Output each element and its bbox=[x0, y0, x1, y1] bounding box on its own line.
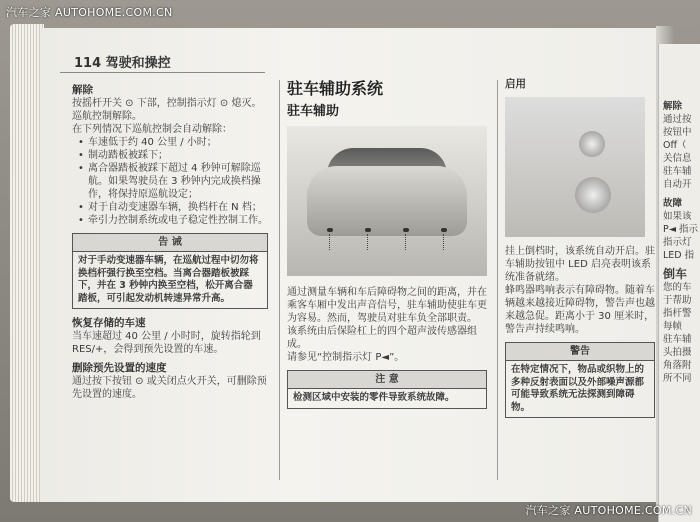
list-item: • 牵引力控制系统或电子稳定性控制工作。 bbox=[82, 214, 268, 227]
caution-text: 对于手动变速器车辆，在巡航过程中切勿将换档杆强行换至空档。当离合器踏板被踩下，并在 3 秒钟内换至空档，松开离合器踏板，可引起发动机转速异常升高。 bbox=[78, 255, 259, 304]
middle-column bbox=[287, 79, 487, 415]
note-text: 检测区域中安装的零件导致系统故障。 bbox=[293, 392, 455, 403]
car-body bbox=[307, 166, 467, 236]
column-divider bbox=[497, 80, 498, 480]
sensor-wave-icon bbox=[443, 234, 456, 250]
fr-l14: 于帮助 bbox=[663, 295, 692, 306]
list-item: • 制动踏板被踩下； bbox=[82, 149, 268, 162]
auto-cancel-intro: 在下列情况下巡航控制会自动解除： bbox=[72, 124, 232, 135]
list-item: • 车速低于约 40 公里 / 小时； bbox=[82, 136, 268, 149]
enable-text-1: 挂上倒档时，该系统自动开启。驻车辅助按钮中 LED 启亮表明该系统准备就绪。 bbox=[505, 246, 655, 283]
fr-l15: 指杆警 bbox=[663, 308, 692, 319]
cancel-intro: 按摇杆开关 ⊙ 下部，控制指示灯 ⊙ 熄灭。巡航控制解除。 bbox=[72, 98, 262, 122]
fr-l16: 每帧 bbox=[663, 321, 683, 332]
facing-page bbox=[658, 44, 700, 522]
parking-assist-subtitle: 驻车辅助 bbox=[287, 104, 340, 119]
sensor-wave-icon bbox=[367, 234, 380, 250]
sensor-icon bbox=[403, 228, 409, 232]
parking-desc-1: 通过测量车辆和车后障碍物之间的距离，并在乘客车厢中发出声音信号，驻车辅助使驻车更为容易。然而，驾驶员对驻车负全部职责。 bbox=[287, 287, 487, 324]
facing-page-text bbox=[663, 100, 700, 385]
fr-l0: 解除 bbox=[663, 101, 683, 112]
fr-l4: 关信息 bbox=[663, 153, 692, 164]
fr-l7: 故障 bbox=[663, 198, 683, 209]
center-console-illustration bbox=[505, 97, 645, 237]
fr-l6: 自动开 bbox=[663, 179, 692, 190]
caution-box bbox=[72, 233, 268, 309]
delete-speed-text: 通过按下按钮 ⊙ 或关闭点火开关，可删除预先设置的速度。 bbox=[72, 376, 267, 400]
delete-speed-heading: 删除预先设置的速度 bbox=[72, 362, 167, 374]
knob-icon bbox=[575, 177, 611, 213]
fr-l8: 如果该 bbox=[663, 211, 692, 222]
car-rear-illustration bbox=[287, 126, 487, 276]
warning-text: 在特定情况下，物品或织物上的多种反射表面以及外部噪声源都可能导致系统无法探测到障碍物。 bbox=[511, 364, 645, 413]
fr-l11: LED 指 bbox=[663, 250, 695, 261]
parking-system-title: 驻车辅助系统 bbox=[287, 79, 384, 98]
sensor-wave-icon bbox=[405, 234, 418, 250]
parking-desc-3: 请参见“控制指示灯 P◄”。 bbox=[287, 352, 405, 363]
warning-title: 警告 bbox=[506, 343, 654, 361]
fr-l3: Off（ bbox=[663, 140, 687, 151]
watermark-top-left: 汽车之家 AUTOHOME.COM.CN bbox=[6, 6, 173, 19]
cancel-heading: 解除 bbox=[72, 84, 93, 96]
enable-text-2: 蜂鸣器鸣响表示有障碍物。随着车辆越来越接近障碍物，警告声也越来越急促。距离小于 30 厘米时，警告声持续鸣响。 bbox=[505, 285, 655, 335]
sensor-icon bbox=[365, 228, 371, 232]
fr-l13: 您的车 bbox=[663, 282, 692, 293]
restore-speed-heading: 恢复存储的车速 bbox=[72, 317, 146, 329]
watermark-bottom-right: 汽车之家 AUTOHOME.COM.CN bbox=[525, 504, 692, 517]
parking-desc-2: 该系统由后保险杠上的四个超声波传感器组成。 bbox=[287, 326, 477, 350]
knob-icon bbox=[579, 131, 605, 157]
list-item: • 对于自动变速器车辆，换档杆在 N 档； bbox=[82, 201, 268, 214]
fr-l17: 驻车辅 bbox=[663, 334, 692, 345]
enable-heading: 启用 bbox=[505, 78, 526, 90]
note-box bbox=[287, 370, 487, 409]
fr-l20: 所不同 bbox=[663, 373, 692, 384]
fr-l2: 按钮中 bbox=[663, 127, 692, 138]
fr-l19: 角落附 bbox=[663, 360, 692, 371]
right-column bbox=[505, 78, 655, 424]
restore-speed-text: 当车速超过 40 公里 / 小时时，旋转指轮到 RES/+，会得到预先设置的车速。 bbox=[72, 331, 261, 355]
sensor-wave-icon bbox=[329, 234, 342, 250]
fr-l1: 通过按 bbox=[663, 114, 692, 125]
sensor-icon bbox=[327, 228, 333, 232]
left-column bbox=[72, 84, 268, 401]
column-divider bbox=[279, 80, 280, 480]
fr-l18: 头拍摄 bbox=[663, 347, 692, 358]
list-item: • 离合器踏板被踩下超过 4 秒钟可解除巡航。如果驾驶员在 3 秒钟内完成换档操作，将保持原巡航设定； bbox=[82, 162, 268, 201]
fr-l12: 倒车 bbox=[663, 267, 688, 281]
header-rule bbox=[60, 72, 265, 73]
note-title: 注 意 bbox=[288, 371, 486, 389]
cancel-conditions-list bbox=[72, 136, 268, 227]
sensor-icon bbox=[441, 228, 447, 232]
fr-l5: 驻车辅 bbox=[663, 166, 692, 177]
caution-title: 告 诫 bbox=[73, 234, 267, 252]
warning-box bbox=[505, 342, 655, 418]
fr-l10: 指示灯 bbox=[663, 237, 692, 248]
page-header: 114 驾驶和操控 bbox=[74, 56, 171, 71]
fr-l9: P◄ 指示 bbox=[663, 224, 699, 235]
page-edges bbox=[10, 24, 44, 502]
